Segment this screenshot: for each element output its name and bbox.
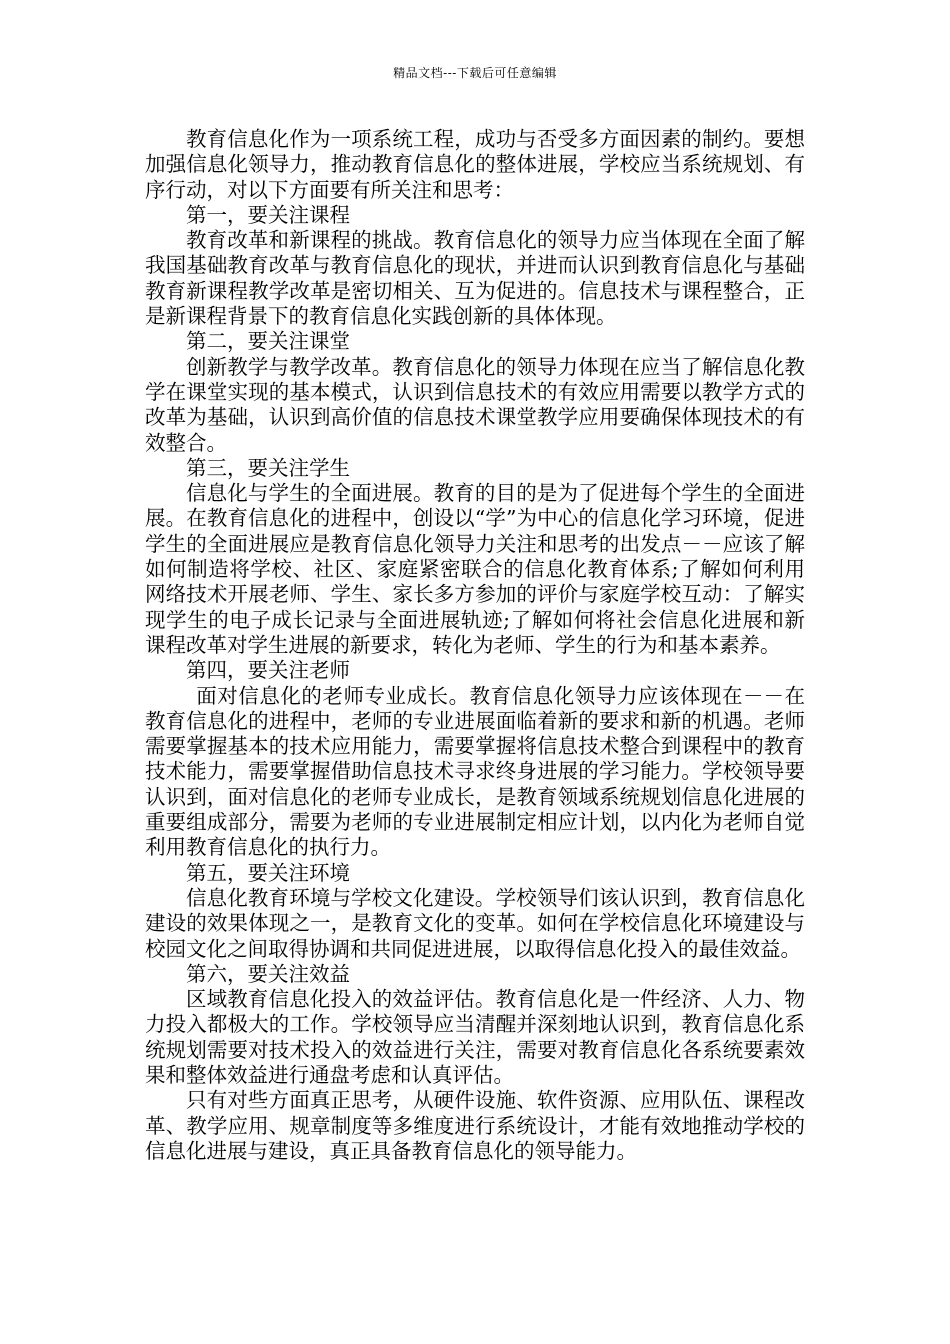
classroom-paragraph: 创新教学与教学改革。教育信息化的领导力体现在应当了解信息化教学在课堂实现的基本模式，认识到信息技术的有效应用需要以教学方式的改革为基础，认识到高价值的信息技术课堂教学应用要确保体现技术的有效整合。	[145, 354, 805, 455]
section-heading-course: 第一，要关注课程	[186, 202, 350, 227]
intro-paragraph: 教育信息化作为一项系统工程，成功与否受多方面因素的制约。要想加强信息化领导力，推动教育信息化的整体进展，学校应当系统规划、有序行动，对以下方面要有所关注和思考：	[145, 127, 805, 202]
section-heading-teachers: 第四，要关注老师	[186, 658, 350, 683]
teachers-paragraph: 面对信息化的老师专业成长。教育信息化领导力应该体现在－－在教育信息化的进程中，老师的专业进展面临着新的要求和新的机遇。老师需要掌握基本的技术应用能力，需要掌握将信息技术整合到课程中的教育技术能力，需要掌握借助信息技术寻求终身进展的学习能力。学校领导要认识到，面对信息化的老师专业成长，是教育领域系统规划信息化进展的重要组成部分，需要为老师的专业进展制定相应计划，以内化为老师自觉利用教育信息化的执行力。	[145, 683, 805, 860]
section-heading-students: 第三，要关注学生	[186, 455, 350, 480]
environment-paragraph: 信息化教育环境与学校文化建设。学校领导们该认识到，教育信息化建设的效果体现之一，是教育文化的变革。如何在学校信息化环境建设与校园文化之间取得协调和共同促进进展，以取得信息化投入的最佳效益。	[145, 885, 805, 961]
students-paragraph: 信息化与学生的全面进展。教育的目的是为了促进每个学生的全面进展。在教育信息化的进程中，创设以“学”为中心的信息化学习环境，促进学生的全面进展应是教育信息化领导力关注和思考的出发点－－应该了解如何制造将学校、社区、家庭紧密联合的信息化教育体系;了解如何利用网络技术开展老师、学生、家长多方参加的评价与家庭学校互动：了解实现学生的电子成长记录与全面进展轨迹;了解如何将社会信息化进展和新课程改革对学生进展的新要求，转化为老师、学生的行为和基本素养。	[145, 481, 805, 657]
course-paragraph: 教育改革和新课程的挑战。教育信息化的领导力应当体现在全面了解我国基础教育改革与教育信息化的现状，并进而认识到教育信息化与基础教育新课程教学改革是密切相关、互为促进的。信息技术与课程整合，正是新课程背景下的教育信息化实践创新的具体体现。	[145, 228, 805, 329]
section-heading-environment: 第五，要关注环境	[186, 860, 350, 885]
document-body	[145, 127, 805, 1164]
page-header: 精品文档---下载后可任意编辑	[393, 66, 557, 80]
section-heading-classroom: 第二，要关注课堂	[186, 329, 350, 354]
section-heading-benefits: 第六，要关注效益	[186, 961, 350, 986]
benefits-paragraph: 区域教育信息化投入的效益评估。教育信息化是一件经济、人力、物力投入都极大的工作。学校领导应当清醒并深刻地认识到，教育信息化系统规划需要对技术投入的效益进行关注，需要对教育信息化各系统要素效果和整体效益进行通盘考虑和认真评估。	[145, 987, 805, 1087]
conclusion-paragraph: 只有对些方面真正思考，从硬件设施、软件资源、应用队伍、课程改革、教学应用、规章制度等多维度进行系统设计，才能有效地推动学校的信息化进展与建设，真正具备教育信息化的领导能力。	[145, 1088, 805, 1163]
